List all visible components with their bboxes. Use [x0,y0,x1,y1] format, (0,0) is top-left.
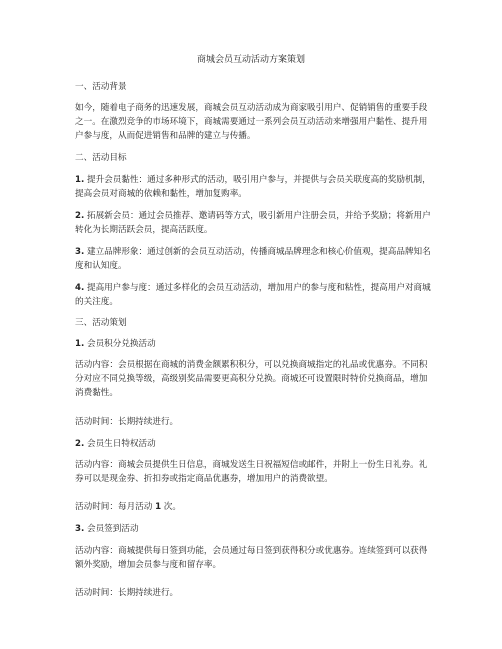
goal-number: 1. [75,175,85,185]
goal-item-4 [75,281,435,309]
activity-title-3 [75,522,435,536]
goal-number: 4. [75,283,85,293]
activity-content-2: 活动内容：商城会员提供生日信息，商城发送生日祝福短信或邮件，并附上一份生日礼券。礼券可以是现金券、折扣券或指定商品优惠券，增加用户的消费欲望。 [75,460,428,485]
section-heading-background: 一、活动背景 [75,82,127,92]
activity-title-text: 会员签到活动 [84,524,139,534]
activity-number: 3. [75,524,85,534]
goal-text: 提高用户参与度：通过多样化的会员互动活动，增加用户的参与度和粘性，提高用户对商城的关注度。 [75,283,431,308]
goal-number: 3. [75,247,85,257]
activity-number: 2. [75,439,85,449]
document-title: 商城会员互动活动方案策划 [196,55,305,65]
goal-item-1 [75,173,435,201]
activity-time-1: 活动时间：长期持续进行。 [75,417,179,427]
activity-title-2 [75,437,435,451]
activity-time-3: 活动时间：长期持续进行。 [75,588,179,598]
goal-text: 提升会员黏性：通过多种形式的活动，吸引用户参与，并提供与会员关联度高的奖励机制，提高会员对商城的依赖和黏性，增加复购率。 [75,175,431,200]
goal-text: 建立品牌形象：通过创新的会员互动活动，传播商城品牌理念和核心价值观，提高品牌知名度和认知度。 [75,247,431,272]
background-paragraph: 如今，随着电子商务的迅速发展，商城会员互动活动成为商家吸引用户、促销销售的重要手段之一。在激烈竞争的市场环境下，商城需要通过一系列会员互动活动来增强用户黏性、提升用户参与度，从而促进销售和品牌的建立与传播。 [75,103,428,142]
goal-text: 拓展新会员：通过会员推荐、邀请码等方式，吸引新用户注册会员，并给予奖励；将新用户转化为长期活跃会员，提高活跃度。 [75,211,431,236]
goal-item-3 [75,245,435,273]
section-heading-plan: 三、活动策划 [75,318,127,328]
time-suffix: 次。 [161,502,181,512]
activity-number: 1. [75,339,85,349]
activity-title-text: 会员积分兑换活动 [84,339,156,349]
activity-title-text: 会员生日特权活动 [84,439,156,449]
goal-item-2 [75,209,435,237]
activity-title-1 [75,337,435,351]
section-heading-goals: 二、活动目标 [75,153,127,163]
activity-time-2 [75,500,435,514]
time-count: 1 [155,502,162,512]
activity-content-1: 活动内容：会员根据在商城的消费金额累积积分，可以兑换商城指定的礼品或优惠券。不同积分对应不同兑换等级，高级别奖品需要更高积分兑换。商城还可设置限时特价兑换商品，增加消费黏性。 [75,360,428,399]
goal-number: 2. [75,211,85,221]
time-prefix: 活动时间：每月活动 [75,502,156,512]
activity-content-3: 活动内容：商城提供每日签到功能，会员通过每日签到获得积分或优惠券。连续签到可以获得额外奖励，增加会员参与度和留存率。 [75,546,428,571]
